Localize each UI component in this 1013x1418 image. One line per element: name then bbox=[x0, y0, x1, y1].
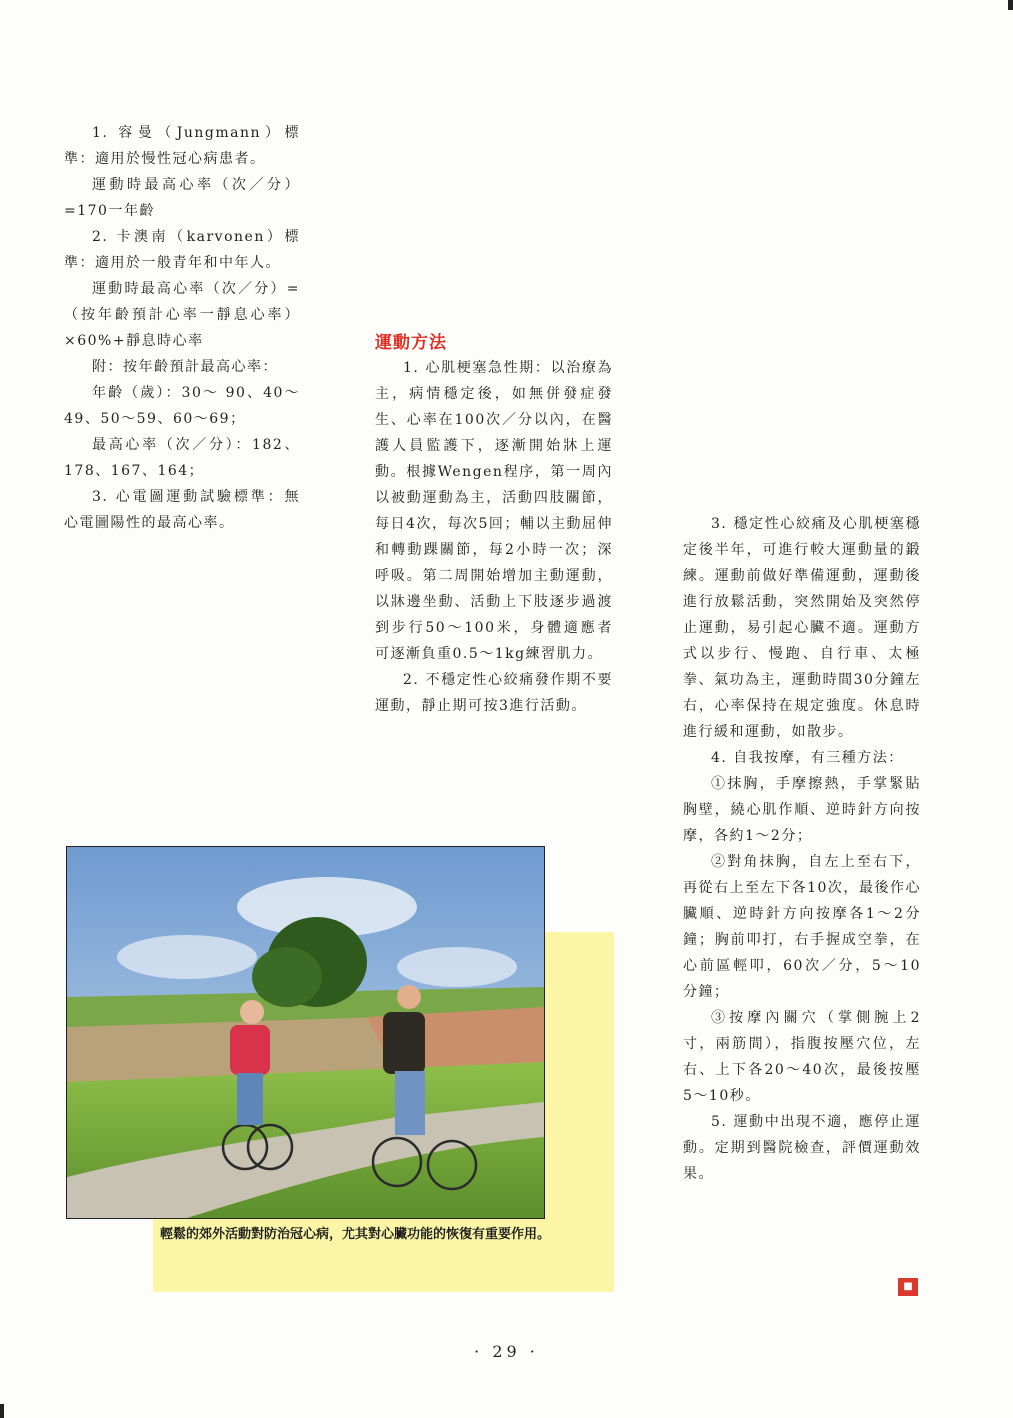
paragraph: 2. 不穩定性心絞痛發作期不要運動，靜止期可按3進行活動。 bbox=[375, 672, 613, 714]
corner-mark-left bbox=[0, 1404, 4, 1418]
paragraph: ②對角抹胸，自左上至右下，再從右上至左下各10次，最後作心臟順、逆時針方向按摩各1～2分鐘；胸前叩打，右手握成空拳，在心前區輕叩，60次／分，5～10分鐘； bbox=[683, 854, 921, 1000]
paragraph: 1. 心肌梗塞急性期：以治療為主，病情穩定後，如無併發症發生、心率在100次／分以內，在醫護人員監護下，逐漸開始牀上運動。根據Wengen程序，第一周內以被動運動為主，活動四肢關節，每日4次，每次5回；輔以主動屈伸和轉動踝關節，每2小時一次；深呼吸。第二周開始增加主動運動，以牀邊坐動、活動上下肢逐步過渡到步行50～100米，身體適應者可逐漸負重0.5～1kg練習肌力。 bbox=[375, 360, 613, 662]
photo-caption: 輕鬆的郊外活動對防治冠心病，尤其對心臟功能的恢復有重要作用。 bbox=[160, 1227, 551, 1242]
paragraph: 3. 穩定性心絞痛及心肌梗塞穩定後半年，可進行較大運動量的鍛練。運動前做好準備運動，運動後進行放鬆活動，突然開始及突然停止運動，易引起心臟不適。運動方式以步行、慢跑、自行車、太極拳、氣功為主，運動時間30分鐘左右，心率保持在規定強度。休息時進行緩和運動，如散步。 bbox=[683, 516, 921, 740]
paragraph: 附：按年齡預計最高心率： bbox=[92, 359, 278, 375]
paragraph: ③按摩內關穴（掌側腕上2寸，兩筋間），指腹按壓穴位，左右、上下各20～40次，最後按壓5～10秒。 bbox=[683, 1010, 921, 1104]
paragraph: 運動時最高心率（次／分）=（按年齡預計心率一靜息心率）×60%+靜息時心率 bbox=[64, 281, 300, 349]
middle-column bbox=[375, 355, 613, 719]
cycling-illustration bbox=[67, 847, 544, 1218]
right-column bbox=[683, 511, 921, 1187]
corner-mark-right bbox=[1008, 0, 1013, 10]
paragraph: ①抹胸，手摩擦熱，手掌緊貼胸壁，繞心肌作順、逆時針方向按摩，各約1～2分； bbox=[683, 776, 921, 844]
paragraph: 5. 運動中出現不適，應停止運動。定期到醫院檢查，評價運動效果。 bbox=[683, 1114, 921, 1182]
paragraph: 年齡（歲）：30～ 90、40～49、50～59、60～69； bbox=[64, 385, 300, 427]
paragraph: 3. 心電圖運動試驗標準：無心電圖陽性的最高心率。 bbox=[64, 489, 300, 531]
page-number: · 29 · bbox=[474, 1342, 539, 1361]
paragraph: 2. 卡澳南（karvonen）標準：適用於一般青年和中年人。 bbox=[64, 229, 300, 271]
cycling-photo bbox=[66, 846, 545, 1219]
paragraph: 最高心率（次／分）：182、178、167、164； bbox=[64, 437, 300, 479]
left-column bbox=[64, 120, 300, 536]
paragraph: 4. 自我按摩，有三種方法： bbox=[711, 750, 904, 766]
section-heading: 運動方法 bbox=[375, 333, 447, 353]
end-mark-icon: ■ bbox=[898, 1278, 918, 1296]
paragraph: 運動時最高心率（次／分）=170一年齡 bbox=[64, 177, 300, 219]
paragraph: 1. 容曼（Jungmann）標準：適用於慢性冠心病患者。 bbox=[64, 125, 300, 167]
